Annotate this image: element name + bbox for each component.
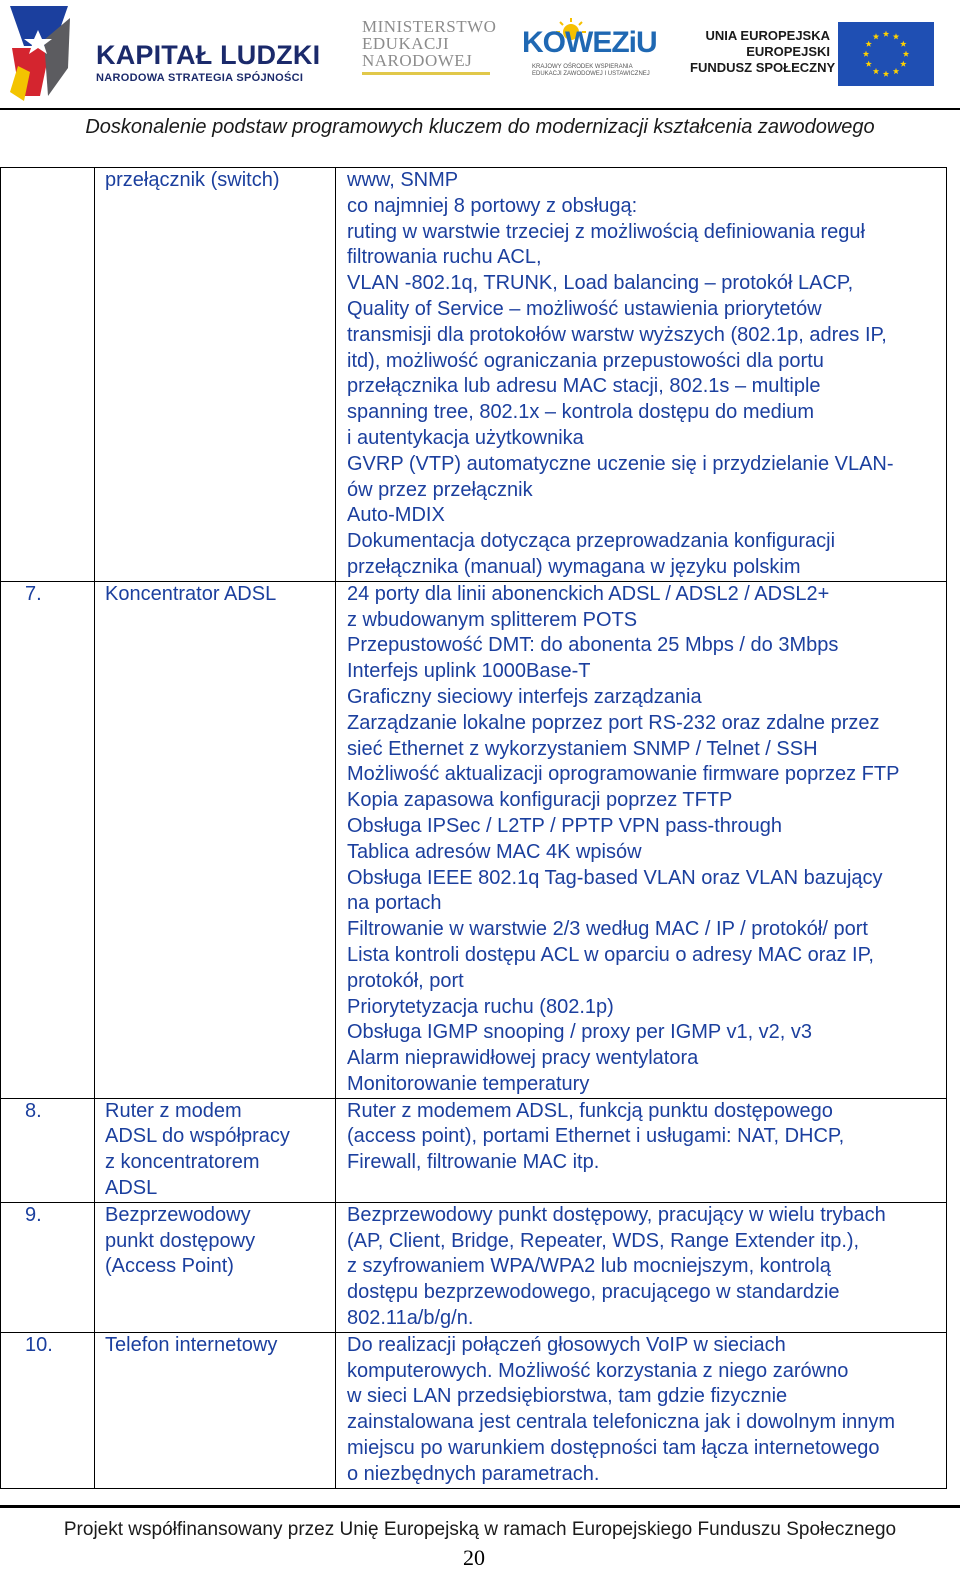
description-line: przełącznika lub adresu MAC stacji, 802.1s – multiple	[347, 375, 821, 398]
device-name	[95, 1202, 336, 1332]
description-line: ruting w warstwie trzeciej z możliwością definiowania reguł	[347, 220, 865, 243]
description-line: co najmniej 8 portowy z obsługą:	[347, 194, 638, 217]
row-number: 8.	[1, 1098, 95, 1202]
header-logos	[0, 0, 960, 108]
koweziu-subtitle-line-1: KRAJOWY OŚRODEK WSPIERANIA	[532, 64, 633, 70]
device-name-line: (Access Point)	[105, 1255, 234, 1278]
description-line: Dokumentacja dotycząca przeprowadzania konfiguracji	[347, 530, 836, 553]
kapital-ludzki-logo	[10, 6, 320, 101]
description-line: Ruter z modemem ADSL, funkcją punktu dostępowego	[347, 1099, 833, 1122]
eu-logo-line-3: FUNDUSZ SPOŁECZNY	[690, 60, 836, 75]
device-name-line: z koncentratorem	[105, 1151, 260, 1174]
device-name-line: punkt dostępowy	[105, 1229, 256, 1252]
description-line: w sieci LAN przedsiębiorstwa, tam gdzie fizycznie	[347, 1385, 788, 1408]
row-number	[1, 168, 95, 582]
device-name-line: Ruter z modem	[105, 1099, 242, 1122]
description-line: Lista kontroli dostępu ACL w oparciu o adresy MAC oraz IP,	[347, 943, 874, 966]
footer-divider	[0, 1505, 960, 1508]
men-logo-underline	[362, 72, 490, 75]
row-number: 7.	[1, 581, 95, 1098]
description-line: przełącznika (manual) wymagana w języku polskim	[347, 555, 801, 578]
device-name-line: Koncentrator ADSL	[105, 582, 277, 605]
description-line: Priorytetyzacja ruchu (802.1p)	[347, 995, 614, 1018]
kapital-ludzki-mark-icon	[10, 6, 84, 101]
eu-logo-line-1: UNIA EUROPEJSKA	[705, 28, 830, 43]
men-logo-line-1: MINISTERSTWO	[362, 17, 497, 36]
device-name	[95, 1332, 336, 1488]
table-row	[1, 1332, 947, 1488]
row-number: 9.	[1, 1202, 95, 1332]
koweziu-subtitle	[532, 64, 650, 78]
description-line: (access point), portami Ethernet i usługami: NAT, DHCP,	[347, 1125, 845, 1148]
table-row	[1, 581, 947, 1098]
eu-flag-icon	[838, 22, 934, 86]
device-name	[95, 168, 336, 582]
description-line: Do realizacji połączeń głosowych VoIP w sieciach	[347, 1333, 786, 1356]
men-logo-line-2: EDUKACJI	[362, 34, 450, 53]
device-description	[336, 1202, 947, 1332]
description-line: sieć Ethernet z wykorzystaniem SNMP / Telnet / SSH	[347, 737, 818, 760]
description-line: Kopia zapasowa konfiguracji poprzez TFTP	[347, 789, 733, 812]
description-line: dostępu bezprzewodowego, pracującego w standardzie	[347, 1281, 840, 1304]
device-description	[336, 1098, 947, 1202]
description-line: na portach	[347, 892, 442, 915]
description-line: (AP, Client, Bridge, Repeater, WDS, Range Extender itp.),	[347, 1229, 860, 1252]
device-name	[95, 581, 336, 1098]
device-name	[95, 1098, 336, 1202]
description-line: spanning tree, 802.1x – kontrola dostępu do medium	[347, 401, 814, 424]
row-number: 10.	[1, 1332, 95, 1488]
page-subtitle: Doskonalenie podstaw programowych kluczem do modernizacji kształcenia zawodowego	[85, 116, 875, 138]
footer-text: Projekt współfinansowany przez Unię Europejską w ramach Europejskiego Funduszu Społecznego	[63, 1519, 897, 1540]
description-line: 24 porty dla linii abonenckich ADSL / ADSL2 / ADSL2+	[347, 582, 830, 605]
eu-logo-line-2: EUROPEJSKI	[746, 44, 830, 59]
description-line: Monitorowanie temperatury	[347, 1072, 590, 1095]
description-line: i autentykacja użytkownika	[347, 426, 584, 449]
device-name-line: ADSL	[105, 1177, 158, 1200]
description-line: www, SNMP	[347, 169, 459, 191]
equipment-table	[0, 167, 947, 1489]
description-line: Firewall, filtrowanie MAC itp.	[347, 1151, 600, 1174]
description-line: VLAN -802.1q, TRUNK, Load balancing – protokół LACP,	[347, 272, 854, 295]
koweziu-title: KOWEZiU	[522, 26, 657, 59]
description-line: protokół, port	[347, 969, 464, 992]
men-logo	[362, 18, 512, 78]
device-name-line: Telefon internetowy	[105, 1333, 278, 1356]
description-line: miejscu po warunkiem dostępności tam łącza internetowego	[347, 1437, 880, 1460]
eu-logo	[690, 22, 940, 92]
kapital-ludzki-title: KAPITAŁ LUDZKI	[96, 40, 321, 70]
device-description	[336, 1332, 947, 1488]
description-line: Filtrowanie w warstwie 2/3 według MAC / IP / protokół/ port	[347, 918, 868, 941]
equipment-table-body	[1, 168, 947, 1489]
device-name-line: ADSL do współpracy	[105, 1125, 290, 1148]
description-line: itd), możliwość ograniczania przepustowości dla portu	[347, 349, 824, 372]
description-line: Auto-MDIX	[347, 504, 445, 527]
header-divider	[0, 108, 960, 110]
description-line: ów przez przełącznik	[347, 478, 533, 501]
description-line: Tablica adresów MAC 4K wpisów	[347, 840, 642, 863]
description-line: komputerowych. Możliwość korzystania z niego zarówno	[347, 1359, 849, 1382]
description-line: zainstalowana jest centrala telefoniczna jak i dowolnym innym	[347, 1411, 896, 1434]
description-line: Zarządzanie lokalne poprzez port RS-232 oraz zdalne przez	[347, 711, 880, 734]
description-line: o niezbędnych parametrach.	[347, 1462, 600, 1485]
page-number: 20	[463, 1545, 485, 1570]
description-line: Obsługa IGMP snooping / proxy per IGMP v1, v2, v3	[347, 1021, 813, 1044]
eu-logo-text	[690, 28, 836, 76]
description-line: transmisji dla protokołów warstw wyższych (802.1p, adres IP,	[347, 323, 887, 346]
description-line: Graficzny sieciowy interfejs zarządzania	[347, 685, 702, 708]
description-line: z szyfrowaniem WPA/WPA2 lub mocniejszym, kontrolą	[347, 1255, 831, 1278]
device-name-line: Bezprzewodowy	[105, 1203, 251, 1226]
description-line: Interfejs uplink 1000Base-T	[347, 660, 591, 683]
device-description	[336, 168, 947, 582]
table-row	[1, 1098, 947, 1202]
description-line: Przepustowość DMT: do abonenta 25 Mbps / do 3Mbps	[347, 634, 839, 657]
description-line: Bezprzewodowy punkt dostępowy, pracujący w wielu trybach	[347, 1203, 886, 1226]
table-row	[1, 168, 947, 582]
device-description	[336, 581, 947, 1098]
description-line: 802.11a/b/g/n.	[347, 1307, 474, 1330]
description-line: Quality of Service – możliwość ustawienia priorytetów	[347, 297, 822, 320]
description-line: z wbudowanym splitterem POTS	[347, 608, 638, 631]
description-line: Obsługa IPSec / L2TP / PPTP VPN pass-through	[347, 814, 783, 837]
koweziu-subtitle-line-2: EDUKACJI ZAWODOWEJ I USTAWICZNEJ	[532, 71, 650, 77]
description-line: Możliwość aktualizacji oprogramowanie firmware poprzez FTP	[347, 763, 900, 786]
description-line: Obsługa IEEE 802.1q Tag-based VLAN oraz VLAN bazujący	[347, 866, 883, 889]
table-row	[1, 1202, 947, 1332]
description-line: Alarm nieprawidłowej pracy wentylatora	[347, 1047, 699, 1070]
description-line: filtrowania ruchu ACL,	[347, 246, 542, 269]
description-line: GVRP (VTP) automatyczne uczenie się i przydzielanie VLAN-	[347, 452, 894, 475]
men-logo-line-3: NARODOWEJ	[362, 51, 473, 70]
koweziu-logo	[522, 18, 657, 80]
device-name-line: przełącznik (switch)	[105, 169, 280, 191]
kapital-ludzki-subtitle: NARODOWA STRATEGIA SPÓJNOŚCI	[96, 72, 304, 84]
